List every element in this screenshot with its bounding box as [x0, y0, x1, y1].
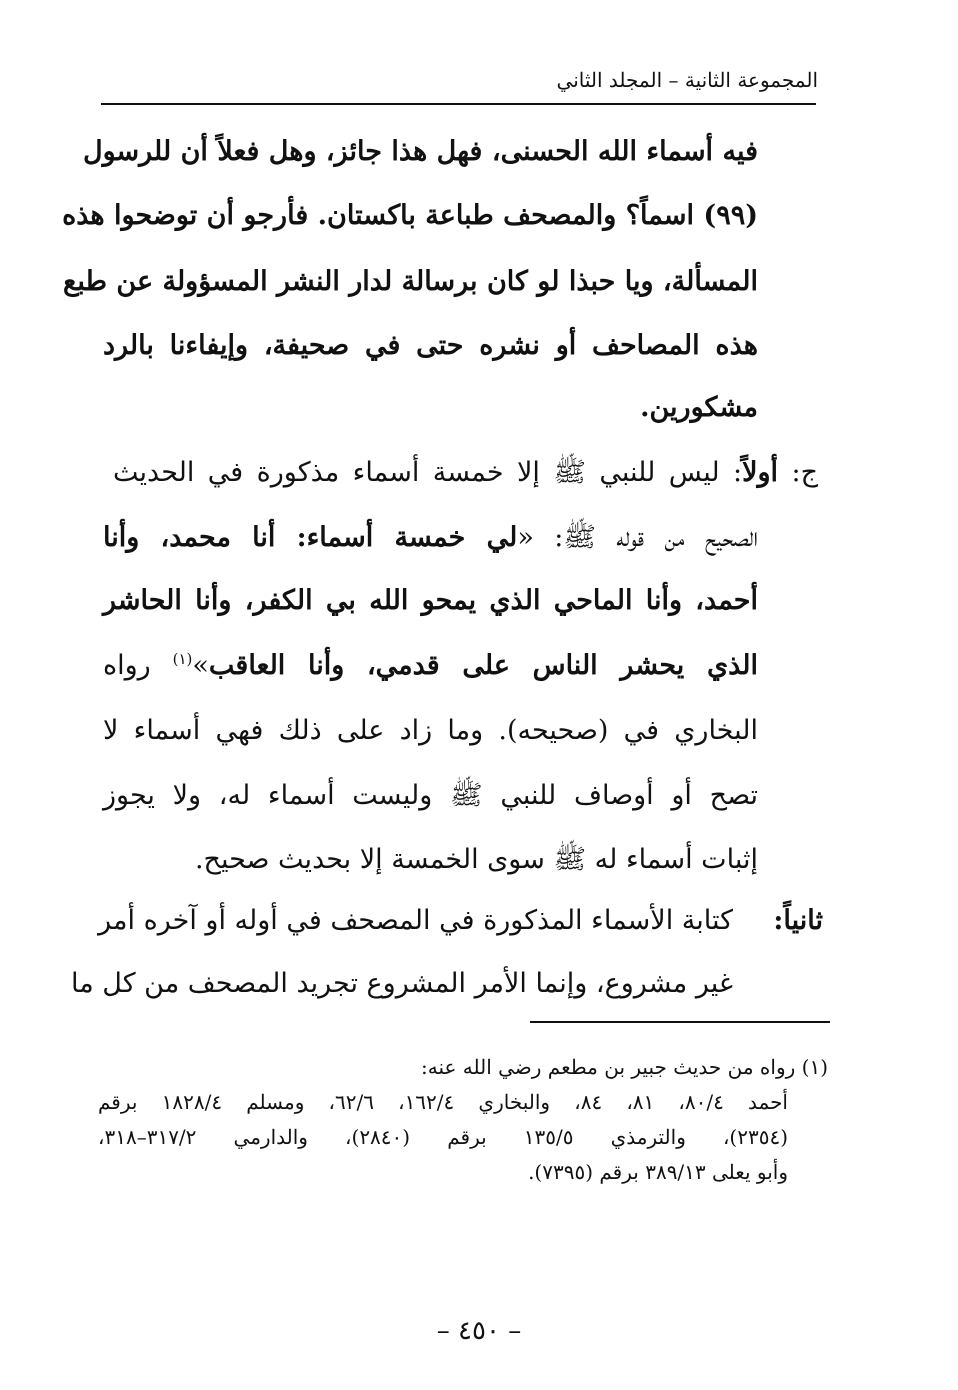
- footnote-line-2: أحمد ٨٠/٤، ٨١، ٨٤، والبخاري ١٦٢/٤، ٦٢/٦، ومسلم ١٨٢٨/٤ برقم: [98, 1090, 788, 1114]
- footnote-divider: [530, 1021, 830, 1023]
- running-header: المجموعة الثانية – المجلد الثاني: [556, 68, 818, 92]
- answer-line-4-text: رواه: [103, 650, 173, 681]
- question-line-2: (٩٩) اسماً؟ والمصحف طباعة باكستان. فأرجو أن توضحوا هذه: [62, 200, 758, 231]
- question-line-4: هذه المصاحف أو نشره حتى في صحيفة، وإيفاءنا بالرد: [103, 330, 758, 361]
- second-line-2: غير مشروع، وإنما الأمر المشروع تجريد المصحف من كل ما: [70, 968, 733, 999]
- answer-line-7: إثبات أسماء له ﷺ سوى الخمسة إلا بحديث صحيح.: [194, 844, 758, 875]
- answer-line-5: البخاري في (صحيحه). وما زاد على ذلك فهي أسماء لا: [103, 715, 758, 746]
- question-line-1: فيه أسماء الله الحسنى، فهل هذا جائز، وهل فعلاً أن للرسول: [82, 136, 758, 167]
- header-divider: [101, 103, 816, 105]
- hadith-line-2: أحمد، وأنا الماحي الذي يمحو الله بي الكفر، وأنا الحاشر: [103, 585, 758, 616]
- answer-line-1: [113, 455, 818, 495]
- footnote-line-4: وأبو يعلى ٣٨٩/١٣ برقم (٧٣٩٥).: [528, 1160, 788, 1184]
- hadith-line-3: الذي يحشر الناس على قدمي، وأنا العاقب: [208, 650, 758, 681]
- answer-first-label: أولاً: [742, 457, 779, 488]
- hadith-close-quote: »: [192, 650, 209, 681]
- second-label: ثانياً:: [773, 905, 823, 936]
- answer-line-6: تصح أو أوصاف للنبي ﷺ وليست أسماء له، ولا يجوز: [103, 780, 758, 811]
- footnote-marker: (١): [172, 650, 193, 668]
- answer-line-4: [103, 650, 758, 681]
- page-number: – ٤٥٠ –: [436, 1316, 522, 1346]
- answer-prefix: ج:: [778, 457, 818, 488]
- question-line-5: مشكورين.: [640, 392, 758, 423]
- footnote-line-3: (٢٣٥٤)، والترمذي ١٣٥/٥ برقم (٢٨٤٠)، والدارمي ٣١٧/٢–٣١٨،: [98, 1125, 788, 1149]
- answer-line-1-text: : ليس للنبي ﷺ إلا خمسة أسماء مذكورة في الحديث: [113, 457, 743, 488]
- question-line-3: المسألة، ويا حبذا لو كان برسالة لدار النشر المسؤولة عن طبع: [63, 266, 758, 297]
- footnote-line-1: (١) رواه من حديث جبير بن مطعم رضي الله عنه:: [420, 1055, 828, 1079]
- answer-line-2-intro: الصحيح من قوله ﷺ: «: [517, 522, 758, 553]
- answer-line-2: [103, 520, 758, 560]
- hadith-line-1: لي خمسة أسماء: أنا محمد، وأنا: [103, 522, 518, 553]
- second-line-1: كتابة الأسماء المذكورة في المصحف في أوله أو آخره أمر: [98, 905, 733, 936]
